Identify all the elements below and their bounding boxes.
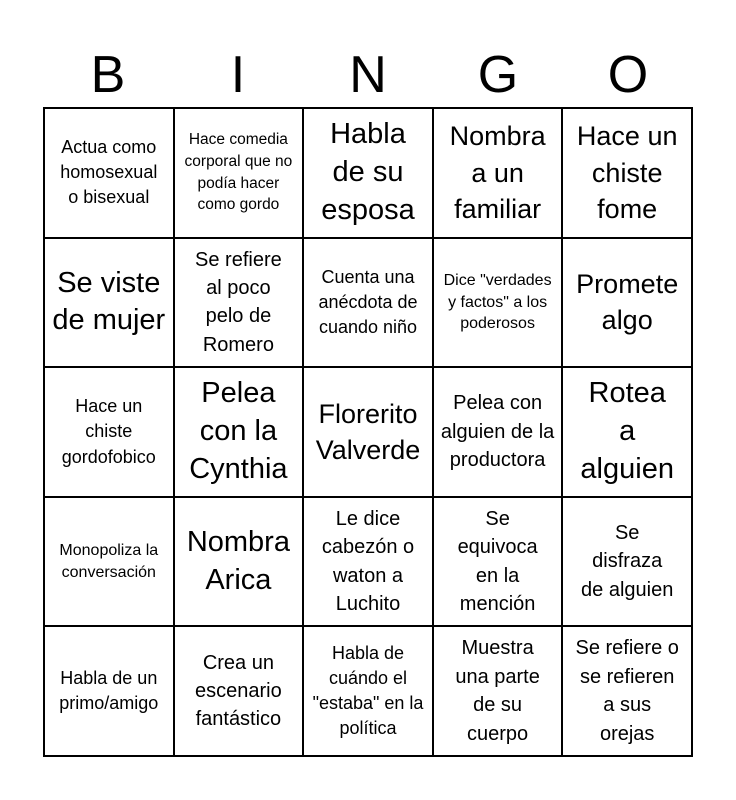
header-letter-o: O [607,46,649,104]
bingo-cell-r4-c5[interactable] [562,497,692,627]
bingo-cell-r5-c1[interactable] [44,626,174,756]
bingo-cell-r5-c3[interactable] [303,626,433,756]
bingo-cell-r1-c2[interactable] [174,108,304,238]
bingo-cell-r2-c1[interactable] [44,238,174,368]
cell-text: Se refiere al poco pelo de Romero [195,248,282,356]
bingo-cell-r4-c2[interactable] [174,497,304,627]
cell-text: Hace un chiste gordofobico [61,396,156,467]
bingo-cell-r5-c5[interactable] [562,626,692,756]
cell-text: Le dice cabezón o waton a Luchito [321,507,415,615]
bingo-cell-r3-c3[interactable] [303,367,433,497]
cell-text: Pelea con la Cynthia [189,377,288,485]
cell-text: Crea un escenario fantástico [195,651,282,731]
bingo-header [43,44,693,106]
cell-text: Florerito Valverde [315,398,421,465]
cell-text: Dice "verdades y factos" a los poderosos [443,272,552,333]
bingo-cell-r4-c3[interactable] [303,497,433,627]
cell-text: Hace comedia corporal que no podía hacer como gordo [184,131,293,214]
cell-text: Nombra Arica [186,525,290,596]
cell-text: Habla de cuándo el "estaba" en la política [312,642,424,739]
cell-text: Se viste de mujer [52,266,166,337]
bingo-board [43,107,693,757]
cell-text: Promete algo [576,268,679,336]
cell-text: Rotea a alguien [580,377,674,485]
bingo-cell-r1-c4[interactable] [433,108,563,238]
bingo-cell-r1-c3[interactable] [303,108,433,238]
bingo-cell-r3-c5[interactable] [562,367,692,497]
cell-text: Muestra una parte de su cuerpo [455,637,540,745]
bingo-cell-r2-c3[interactable] [303,238,433,368]
bingo-cell-r5-c4[interactable] [433,626,563,756]
header-letter-g: G [477,46,519,104]
cell-text: Habla de su esposa [321,118,415,226]
cell-text: Nombra a un familiar [449,121,546,225]
header-letter-i: I [230,46,246,104]
bingo-cell-r4-c1[interactable] [44,497,174,627]
cell-text: Hace un chiste fome [576,121,678,225]
cell-text: Se refiere o se refieren a sus orejas [575,637,679,745]
cell-text: Monopoliza la conversación [59,542,159,581]
cell-text: Se disfraza de alguien [581,522,674,601]
header-letter-b: B [90,46,126,104]
bingo-cell-r3-c1[interactable] [44,367,174,497]
cell-text: Se equivoca en la mención [457,507,538,615]
bingo-cell-r2-c2[interactable] [174,238,304,368]
bingo-cell-r2-c4[interactable] [433,238,563,368]
bingo-cell-r4-c4[interactable] [433,497,563,627]
bingo-cell-r3-c2[interactable] [174,367,304,497]
bingo-cell-r3-c4[interactable] [433,367,563,497]
cell-text: Pelea con alguien de la productora [440,392,555,472]
header-letter-n: N [349,46,387,104]
bingo-cell-r2-c5[interactable] [562,238,692,368]
bingo-cell-r1-c1[interactable] [44,108,174,238]
bingo-cell-r1-c5[interactable] [562,108,692,238]
cell-text: Cuenta una anécdota de cuando niño [318,266,418,337]
cell-text: Habla de un primo/amigo [59,668,159,714]
bingo-cell-r5-c2[interactable] [174,626,304,756]
cell-text: Actua como homosexual o bisexual [60,137,158,208]
